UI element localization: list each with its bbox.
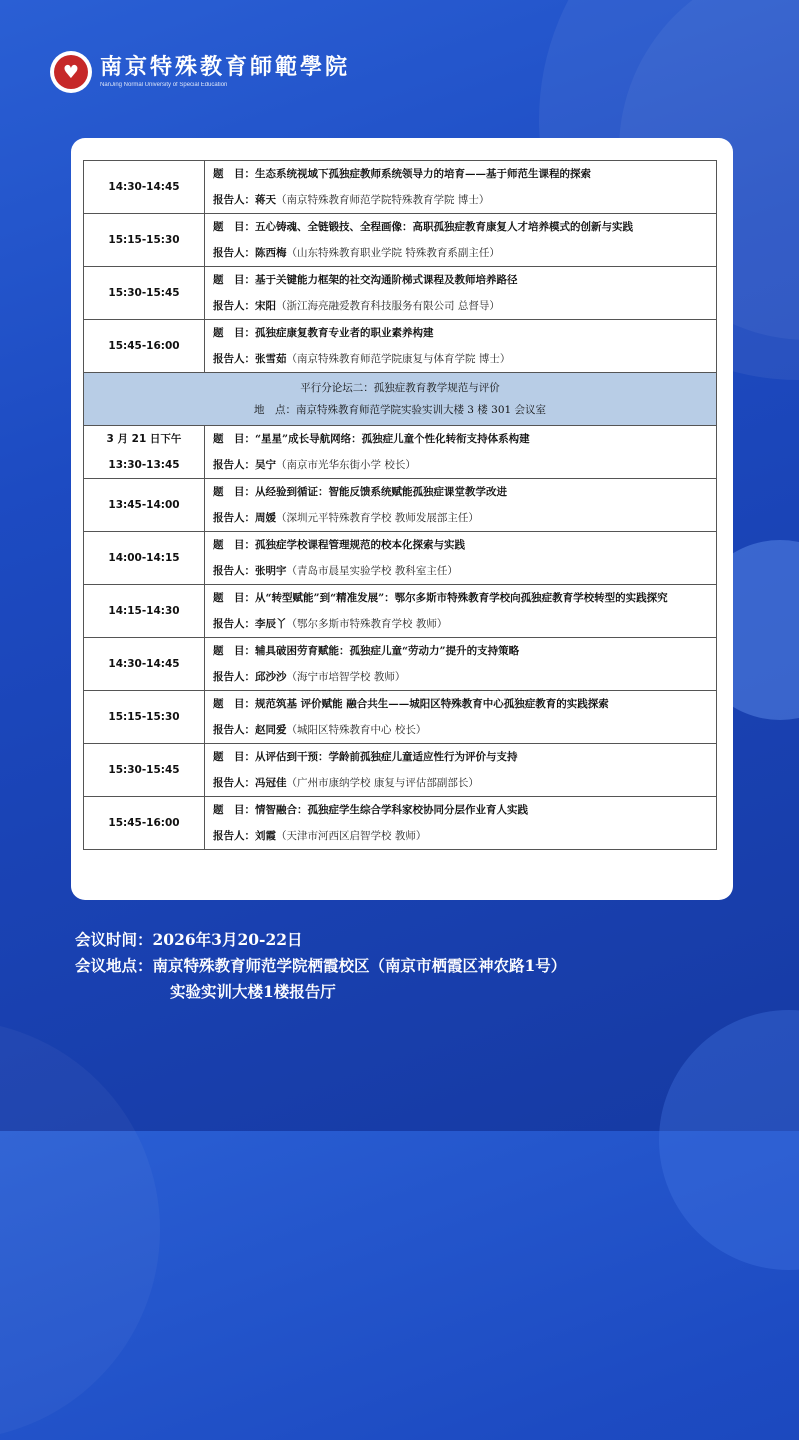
schedule-row	[84, 214, 717, 267]
topic-label: 题 目：	[213, 168, 255, 180]
speaker-name: 刘霞	[255, 830, 276, 842]
schedule-row	[84, 267, 717, 320]
speaker-line	[213, 664, 708, 690]
time-cell	[84, 479, 205, 532]
school-header	[50, 48, 350, 96]
meeting-place-label: 会议地点：	[75, 956, 153, 975]
university-logo-icon: ♥	[50, 51, 92, 93]
time-slot: 15:45-16:00	[108, 340, 180, 352]
forum-banner	[84, 373, 717, 426]
meeting-time: 2026年3月20-22日	[152, 930, 303, 949]
topic-label: 题 目：	[213, 592, 255, 604]
speaker-name: 陈西梅	[255, 247, 287, 259]
topic-label: 题 目：	[213, 751, 255, 763]
forum-banner-row	[84, 373, 717, 426]
time-cell	[84, 638, 205, 691]
speaker-affiliation: （南京特殊教育师范学院康复与体育学院 博士）	[286, 353, 511, 365]
speaker-affiliation: （鄂尔多斯市特殊教育学校 教师）	[286, 618, 448, 630]
speaker-affiliation: （城阳区特殊教育中心 校长）	[286, 724, 427, 736]
time-cell	[84, 161, 205, 214]
speaker-line	[213, 452, 708, 478]
time-slot: 15:30-15:45	[108, 287, 180, 299]
meeting-place: 南京特殊教育师范学院栖霞校区（南京市栖霞区神农路1号）	[152, 956, 567, 975]
topic-label: 题 目：	[213, 433, 255, 445]
speaker-label: 报告人：	[213, 777, 255, 789]
time-slot: 14:00-14:15	[108, 552, 180, 564]
schedule-row	[84, 691, 717, 744]
speaker-line	[213, 293, 708, 319]
speaker-label: 报告人：	[213, 565, 255, 577]
schedule-row	[84, 744, 717, 797]
speaker-affiliation: （浙江海亮融爱教育科技服务有限公司 总督导）	[276, 300, 500, 312]
topic-title: 从评估到干预：学龄前孤独症儿童适应性行为评价与支持	[255, 751, 518, 763]
time-slot: 15:30-15:45	[108, 764, 180, 776]
speaker-affiliation: （山东特殊教育职业学院 特殊教育系副主任）	[286, 247, 500, 259]
topic-line	[213, 161, 708, 187]
schedule-row	[84, 797, 717, 850]
speaker-name: 邱沙沙	[255, 671, 287, 683]
topic-label: 题 目：	[213, 804, 255, 816]
speaker-name: 张雪茹	[255, 353, 287, 365]
time-cell	[84, 585, 205, 638]
time-slot: 14:15-14:30	[108, 605, 180, 617]
content-cell	[205, 267, 717, 320]
schedule-row	[84, 585, 717, 638]
speaker-label: 报告人：	[213, 671, 255, 683]
schedule-row	[84, 161, 717, 214]
topic-line	[213, 638, 708, 664]
speaker-affiliation: （南京特殊教育师范学院特殊教育学院 博士）	[276, 194, 490, 206]
school-name-cn: 南京特殊教育師範學院	[100, 54, 351, 80]
topic-title: 孤独症康复教育专业者的职业素养构建	[255, 327, 434, 339]
background-circle	[659, 1010, 799, 1270]
speaker-line	[213, 240, 708, 266]
topic-title: “星星”成长导航网络：孤独症儿童个性化转衔支持体系构建	[255, 433, 530, 445]
meeting-place-detail: 实验实训大楼1楼报告厅	[170, 982, 336, 1001]
time-slot: 14:30-14:45	[108, 658, 180, 670]
time-slot: 14:30-14:45	[108, 181, 180, 193]
speaker-line	[213, 823, 708, 849]
content-cell	[205, 797, 717, 850]
schedule-row	[84, 426, 717, 479]
speaker-label: 报告人：	[213, 618, 255, 630]
speaker-line	[213, 770, 708, 796]
speaker-affiliation: （青岛市晨星实验学校 教科室主任）	[286, 565, 458, 577]
time-slot: 13:45-14:00	[108, 499, 180, 511]
topic-line	[213, 797, 708, 823]
content-cell	[205, 744, 717, 797]
content-cell	[205, 638, 717, 691]
schedule-card	[71, 138, 733, 900]
time-slot: 15:15-15:30	[108, 711, 180, 723]
topic-line	[213, 267, 708, 293]
speaker-affiliation: （海宁市培智学校 教师）	[286, 671, 406, 683]
content-cell	[205, 691, 717, 744]
school-name-en: NanJing Normal University of Special Education	[100, 82, 228, 88]
topic-title: 生态系统视域下孤独症教师系统领导力的培育——基于师范生课程的探索	[255, 168, 591, 180]
content-cell	[205, 320, 717, 373]
time-cell	[84, 797, 205, 850]
time-cell	[84, 320, 205, 373]
speaker-label: 报告人：	[213, 830, 255, 842]
speaker-affiliation: （天津市河西区启智学校 教师）	[276, 830, 427, 842]
content-cell	[205, 585, 717, 638]
background-circle	[0, 1020, 160, 1440]
session-date: 3 月 21 日下午	[106, 433, 182, 445]
speaker-label: 报告人：	[213, 724, 255, 736]
topic-title: 规范筑基 评价赋能 融合共生——城阳区特殊教育中心孤独症教育的实践探索	[255, 698, 609, 710]
time-cell	[84, 426, 205, 479]
speaker-name: 冯冠佳	[255, 777, 287, 789]
speaker-line	[213, 611, 708, 637]
speaker-label: 报告人：	[213, 512, 255, 524]
time-cell	[84, 214, 205, 267]
topic-line	[213, 320, 708, 346]
time-slot: 15:15-15:30	[108, 234, 180, 246]
topic-label: 题 目：	[213, 274, 255, 286]
speaker-affiliation: （广州市康纳学校 康复与评估部副部长）	[286, 777, 479, 789]
speaker-name: 蒋天	[255, 194, 276, 206]
time-cell	[84, 267, 205, 320]
schedule-table	[83, 160, 717, 850]
speaker-affiliation: （深圳元平特殊教育学校 教师发展部主任）	[276, 512, 479, 524]
content-cell	[205, 479, 717, 532]
speaker-line	[213, 187, 708, 213]
speaker-name: 赵同爱	[255, 724, 287, 736]
speaker-label: 报告人：	[213, 459, 255, 471]
topic-title: 辅具破困劳育赋能：孤独症儿童“劳动力”提升的支持策略	[255, 645, 520, 657]
topic-label: 题 目：	[213, 539, 255, 551]
time-cell	[84, 532, 205, 585]
time-slot: 13:30-13:45	[108, 459, 180, 471]
topic-label: 题 目：	[213, 698, 255, 710]
speaker-label: 报告人：	[213, 353, 255, 365]
topic-line	[213, 744, 708, 770]
schedule-row	[84, 532, 717, 585]
topic-title: 孤独症学校课程管理规范的校本化探索与实践	[255, 539, 465, 551]
speaker-label: 报告人：	[213, 194, 255, 206]
topic-title: 五心铸魂、全链锻技、全程画像：高职孤独症教育康复人才培养模式的创新与实践	[255, 221, 633, 233]
speaker-line	[213, 717, 708, 743]
topic-line	[213, 479, 708, 505]
schedule-row	[84, 638, 717, 691]
topic-label: 题 目：	[213, 645, 255, 657]
meeting-place-row	[75, 953, 566, 979]
topic-label: 题 目：	[213, 221, 255, 233]
topic-label: 题 目：	[213, 486, 255, 498]
speaker-name: 张明宇	[255, 565, 287, 577]
meeting-time-label: 会议时间：	[75, 930, 153, 949]
topic-line	[213, 532, 708, 558]
topic-line	[213, 585, 708, 611]
speaker-affiliation: （南京市光华东街小学 校长）	[276, 459, 416, 471]
topic-label: 题 目：	[213, 327, 255, 339]
speaker-label: 报告人：	[213, 300, 255, 312]
forum-title: 平行分论坛二：孤独症教育教学规范与评价	[300, 382, 500, 394]
content-cell	[205, 426, 717, 479]
schedule-row	[84, 479, 717, 532]
topic-line	[213, 691, 708, 717]
forum-location: 地 点：南京特殊教育师范学院实验实训大楼 3 楼 301 会议室	[253, 404, 547, 416]
content-cell	[205, 214, 717, 267]
time-cell	[84, 744, 205, 797]
speaker-line	[213, 346, 708, 372]
speaker-name: 宋阳	[255, 300, 276, 312]
topic-title: 从“转型赋能”到“精准发展”：鄂尔多斯市特殊教育学校向孤独症教育学校转型的实践探究	[255, 592, 668, 604]
speaker-name: 周媛	[255, 512, 276, 524]
schedule-row	[84, 320, 717, 373]
topic-title: 基于关键能力框架的社交沟通阶梯式课程及教师培养路径	[255, 274, 518, 286]
speaker-name: 李辰丫	[255, 618, 287, 630]
speaker-line	[213, 558, 708, 584]
time-cell	[84, 691, 205, 744]
meeting-place-row-2	[75, 979, 566, 1005]
speaker-label: 报告人：	[213, 247, 255, 259]
content-cell	[205, 532, 717, 585]
topic-title: 从经验到循证：智能反馈系统赋能孤独症课堂教学改进	[255, 486, 507, 498]
speaker-name: 吴宁	[255, 459, 276, 471]
topic-title: 情智融合：孤独症学生综合学科家校协同分层作业育人实践	[255, 804, 528, 816]
meeting-info	[75, 927, 566, 1005]
topic-line	[213, 214, 708, 240]
time-slot: 15:45-16:00	[108, 817, 180, 829]
meeting-time-row	[75, 927, 566, 953]
content-cell	[205, 161, 717, 214]
speaker-line	[213, 505, 708, 531]
topic-line	[213, 426, 708, 452]
